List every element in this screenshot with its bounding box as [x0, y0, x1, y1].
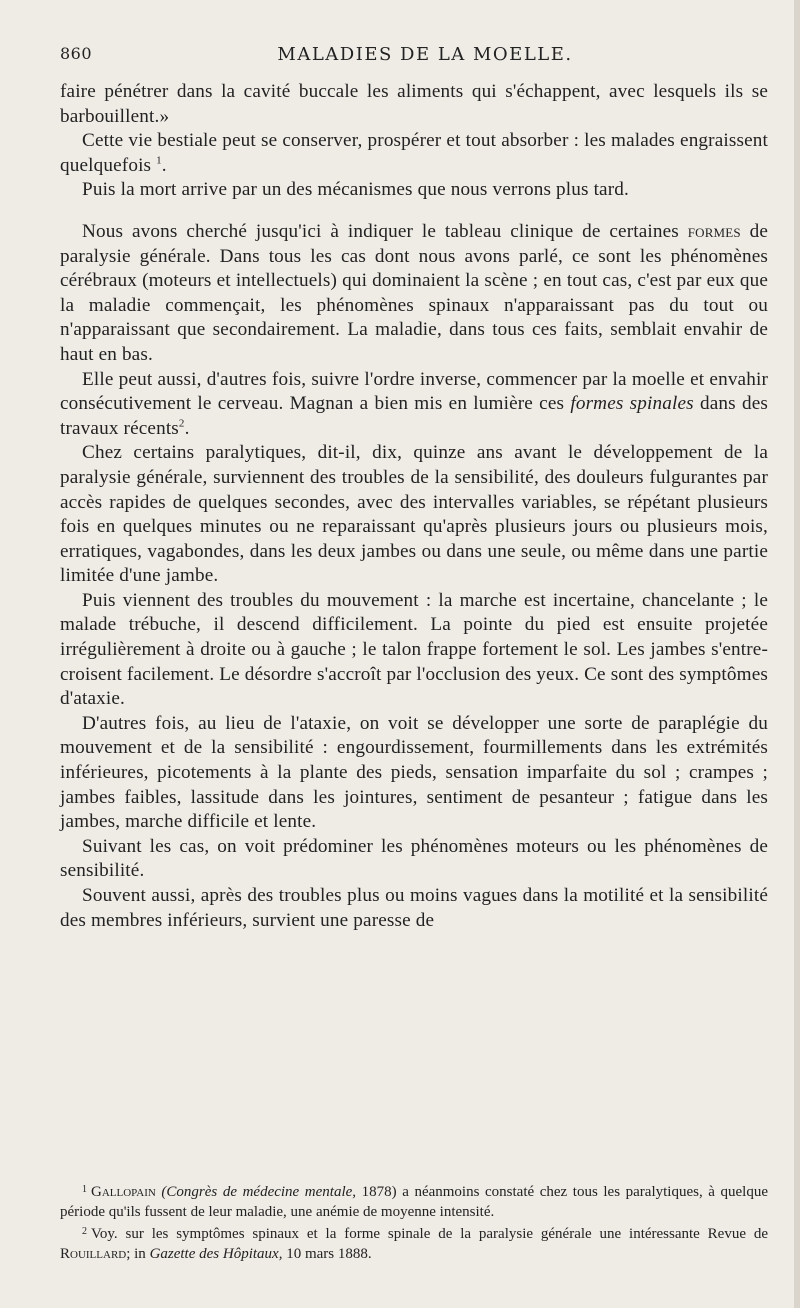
footnote-author: Gallopain: [91, 1184, 156, 1200]
paragraph: Puis la mort arrive par un des mécanismes que nous verrons plus tard.: [82, 179, 629, 201]
footnote-mark: 1: [82, 1184, 87, 1195]
footnote-ref[interactable]: 2: [178, 417, 185, 430]
footnote-ref[interactable]: 1: [156, 154, 162, 167]
page-number: 860: [60, 44, 93, 63]
main-text: [60, 80, 768, 933]
footnote-mark: 2: [82, 1226, 87, 1237]
paragraph: Souvent aussi, après des troubles plus ou moins vagues dans la motilité et la sensibilité des membres inférieurs, survient une paresse de: [60, 885, 768, 931]
page-header: [60, 44, 760, 74]
paragraph: Elle peut aussi, d'autres fois, suivre l'ordre inverse, commencer par la moelle et envahir consécutivement le cerveau. Magnan a bien mis en lumière ces formes spinales dans des travaux récents$^2$.: [60, 368, 769, 439]
footnote-author: Rouillard: [60, 1245, 127, 1262]
paragraph: D'autres fois, au lieu de l'ataxie, on voit se développer une sorte de paraplégie du mouvement et de la sensibilité : engourdissement, fourmillements dans les extrémités inférieures, picotements à la plante des pieds, sensation imparfaite du sol ; crampes ; jambes faibles, lassitude dans les jointures, sentiment de pesanteur ; fatigue dans les jambes, marche difficile et lente.: [60, 712, 768, 833]
paragraph: Chez certains paralytiques, dit-il, dix, quinze ans avant le développement de la paralysie générale, surviennent des troubles de la sensibilité, des douleurs fulgurantes par accès rapides de quelques secondes, avec des intervalles variables, se répétant plusieurs fois en quelques minutes ou ne reparaissant qu'après plusieurs jours ou plusieurs mois, erratiques, vagabondes, dans les deux jambes ou dans une seule, ou même dans une partie limitée d'une jambe.: [60, 442, 768, 587]
paragraph: Nous avons cherché jusqu'ici à indiquer le tableau clinique de certaines formes de paralysie générale. Dans tous les cas dont nous avons parlé, ce sont les phénomènes cérébraux (moteurs et intellectuels) qui dominaient la scène ; en tout cas, c'est par eux que la maladie commençait, les phénomènes spinaux n'apparaissant pas du tout ou n'apparaissant que secondairement. La maladie, dans tous ces faits, semblait envahir de haut en bas.: [60, 220, 768, 365]
paragraph: Puis viennent des troubles du mouvement : la marche est incertaine, chancelante ; le malade trébuche, il descend difficilement. La pointe du pied est ensuite projetée irrégulièrement à droite ou à gauche ; le talon frappe fortement le sol. Les jambes s'entre-croisent facilement. Le désordre s'accroît par l'occlusion des yeux. Ce sont des symptômes d'ataxie.: [60, 589, 768, 710]
paragraph: Suivant les cas, on voit prédominer les phénomènes moteurs ou les phénomènes de sensibilité.: [60, 835, 768, 882]
running-title: MALADIES DE LA MOELLE.: [277, 44, 573, 65]
paragraph: faire pénétrer dans la cavité buccale les aliments qui s'échappent, avec lesquels ils se barbouillent.»: [60, 81, 768, 127]
emphasis-smallcaps: formes: [687, 220, 741, 242]
footnotes: [60, 1180, 768, 1264]
footnote: $^2$ Voy. sur les symptômes spinaux et la forme spinale de la paralysie générale une intéressante Revue de Rouillard; in Gazette des Hôpitaux, 10 mars 1888.: [60, 1226, 768, 1262]
footnote: $^1$ Gallopain (Congrès de médecine mentale, 1878) a néanmoins constaté chez tous les paralytiques, à quelque période qu'ils fussent de leur maladie, une anémie de moyenne intensité.: [60, 1184, 769, 1220]
page-edge: [794, 0, 800, 1308]
footnote-source: (Congrès de médecine mentale,: [161, 1184, 357, 1200]
footnote-journal: Gazette des Hôpitaux,: [149, 1245, 283, 1262]
paragraph: Cette vie bestiale peut se conserver, prospérer et tout absorber : les malades engraissent quelquefois $^1$.: [60, 130, 768, 176]
emphasis-italic: formes spinales: [570, 393, 694, 415]
